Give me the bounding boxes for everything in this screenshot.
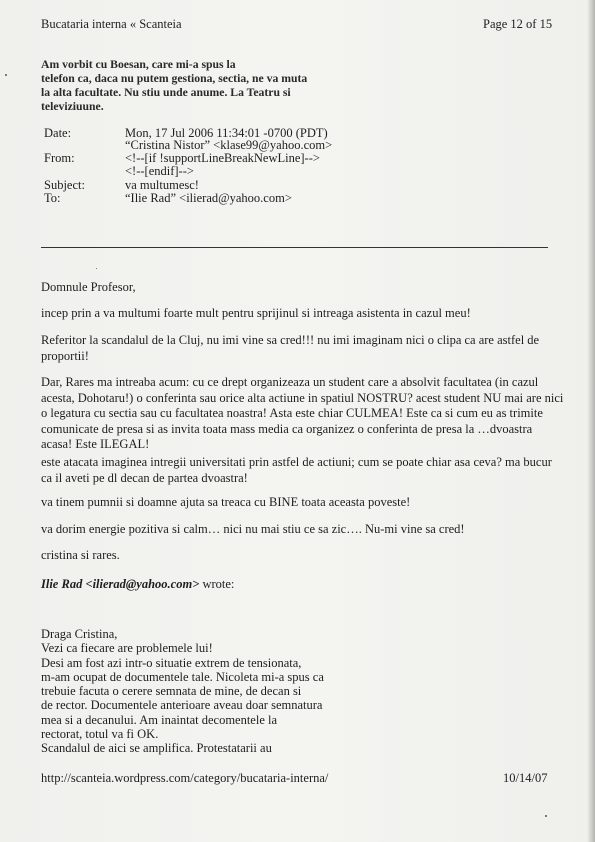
quote-header — [41, 577, 551, 593]
body-paragraph-5: va tinem pumnii si doamne ajuta sa treaca cu BINE toata aceasta poveste! — [41, 495, 411, 509]
paragraph-line: acasa! Este ILEGAL! — [41, 437, 150, 451]
quoted-message — [41, 627, 341, 756]
scan-speck — [5, 74, 7, 76]
intro-line: televiziuune. — [41, 100, 104, 113]
to-label: To: — [44, 191, 61, 205]
quote-line: Vezi ca fiecare are problemele lui! — [41, 641, 213, 656]
paragraph-line: comunicate de presa si as invita toata mass media ca organizez o conferinta de presa la …dvoastra — [41, 421, 533, 436]
body-paragraph-4 — [41, 455, 551, 486]
scan-speck — [96, 268, 97, 269]
quote-line: mea si a decanului. Am inaintat decomentele la — [41, 712, 278, 727]
intro-line: Am vorbit cu Boesan, care mi-a spus la — [41, 58, 236, 71]
from-extra-1: <!--[if !supportLineBreakNewLine]--> — [125, 151, 320, 165]
quote-suffix: wrote: — [199, 577, 235, 591]
from-extra-2: <!--[endif]--> — [125, 164, 194, 178]
subject-label: Subject: — [44, 178, 85, 192]
to-value: “Ilie Rad” <ilierad@yahoo.com> — [125, 191, 292, 205]
body-paragraph-6: va dorim energie pozitiva si calm… nici nu mai stiu ce sa zic…. Nu-mi vine sa cred! — [41, 522, 465, 536]
quote-line: Draga Cristina, — [41, 627, 118, 641]
paragraph-line: Dar, Rares ma intreaba acum: cu ce drept organizeaza un student care a absolvit facultatea (in cazul — [41, 375, 539, 389]
quote-line: m-am ocupat de documentele tale. Nicoleta mi-a spus ca — [41, 669, 324, 684]
paragraph-line: ca il aveti pe dl decan de partea dvoastra! — [41, 470, 248, 485]
body-paragraph-3 — [41, 375, 564, 453]
greeting: Domnule Profesor, — [41, 280, 136, 294]
paragraph-line: acesta, Dohotaru!) o conferinta sau orice alta actiune in spatiul NOSTRU? acest student NU mai are nici — [41, 390, 564, 405]
page-header-title: Bucataria interna « Scanteia — [41, 17, 182, 31]
quote-author: Ilie Rad <ilierad@yahoo.com> — [41, 577, 200, 591]
from-value: “Cristina Nistor” <klase99@yahoo.com> — [125, 138, 333, 152]
from-label: From: — [44, 151, 75, 165]
paragraph-line: proportii! — [41, 348, 89, 363]
intro-paragraph — [41, 58, 341, 114]
paragraph-line: o legatura cu sectia sau cu facultatea noastra! Asta este chiar CULMEA! Este ca si cum eu as trimite — [41, 406, 543, 420]
quote-line: de rector. Documentele anterioare aveau doar semnatura — [41, 698, 323, 713]
horizontal-rule — [41, 247, 548, 248]
paragraph-line: este atacata imaginea intregii universitati prin astfel de actiuni; cum se poate chiar asa ceva? ma bucur — [41, 455, 552, 469]
intro-line: la alta facultate. Nu stiu unde anume. La Teatru si — [41, 86, 291, 99]
quote-line: trebuie facuta o cerere semnata de mine, de decan si — [41, 684, 302, 699]
subject-value: va multumesc! — [125, 178, 199, 192]
intro-line: telefon ca, daca nu putem gestiona, sectia, ne va muta — [41, 72, 308, 85]
footer-url: http://scanteia.wordpress.com/category/bucataria-interna/ — [41, 771, 329, 785]
scan-speck — [545, 815, 547, 817]
quote-line: Scandalul de aici se amplifica. Protestatarii au — [41, 741, 272, 756]
quote-line: rectorat, totul va fi OK. — [41, 727, 159, 742]
date-label: Date: — [44, 126, 72, 140]
quote-line: Desi am fost azi intr-o situatie extrem de tensionata, — [41, 655, 302, 670]
footer-date: 10/14/07 — [503, 771, 548, 785]
body-paragraph-1: incep prin a va multumi foarte mult pentru sprijinul si intreaga asistenta in cazul meu! — [41, 306, 471, 320]
page-number: Page 12 of 15 — [483, 17, 553, 31]
page-edge-shadow — [587, 0, 595, 842]
date-value: Mon, 17 Jul 2006 11:34:01 -0700 (PDT) — [125, 126, 328, 140]
body-paragraph-2 — [41, 333, 551, 364]
paragraph-line: Referitor la scandalul de la Cluj, nu imi vine sa cred!!! nu imi imaginam nici o clipa ca are astfel de — [41, 333, 540, 347]
signoff: cristina si rares. — [41, 548, 120, 562]
